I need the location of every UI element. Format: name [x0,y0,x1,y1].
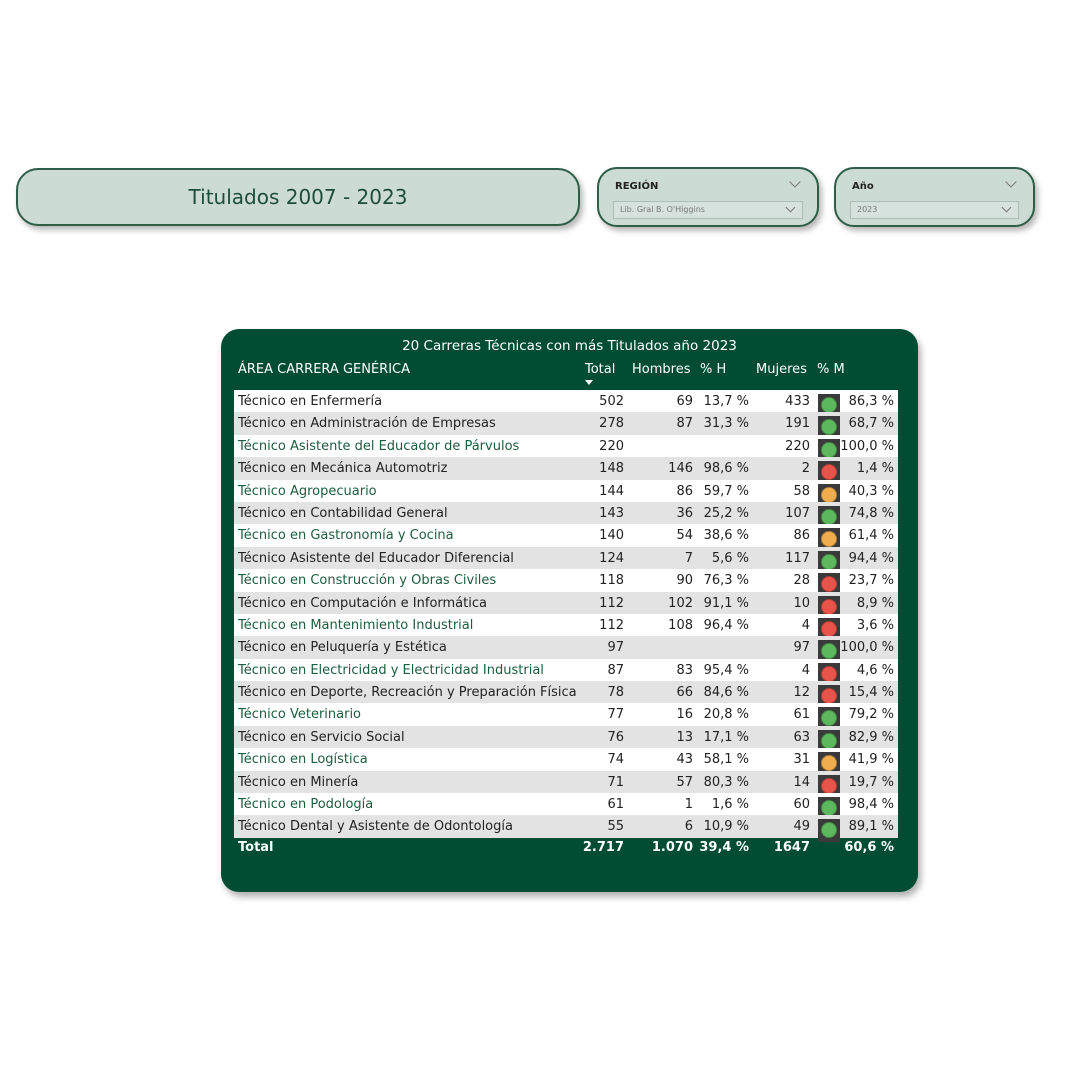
table-row[interactable] [234,480,898,502]
career-name-cell: Técnico en Construcción y Obras Civiles [238,573,497,589]
column-header-mujeres[interactable]: Mujeres [756,362,807,377]
career-name-cell: Técnico en Computación e Informática [238,595,487,611]
table-row[interactable] [234,636,898,658]
mujeres-cell: 63 [793,729,810,745]
pct-m-cell: 74,8 % [848,505,894,521]
pct-m-cell: 40,3 % [848,483,894,499]
total-pct-m: 60,6 % [844,840,894,855]
year-dropdown[interactable] [850,201,1019,219]
mujeres-cell: 2 [801,461,810,477]
total-cell: 278 [599,416,624,432]
status-green-icon [821,643,837,659]
hombres-cell: 83 [676,662,693,678]
pct-m-cell: 68,7 % [848,416,894,432]
hombres-cell: 57 [676,774,693,790]
table-row[interactable] [234,592,898,614]
mujeres-cell: 28 [793,573,810,589]
total-cell: 118 [599,573,624,589]
mujeres-cell: 12 [793,685,810,701]
status-red-icon [821,464,837,480]
total-cell: 55 [607,819,624,835]
hombres-cell: 1 [684,797,693,813]
career-name-cell: Técnico en Servicio Social [238,729,405,745]
status-yellow-icon [821,531,837,547]
hombres-cell: 108 [668,617,693,633]
pct-h-cell: 1,6 % [711,797,749,813]
hombres-cell: 69 [676,394,693,409]
total-cell: 78 [607,685,624,701]
pct-m-cell: 8,9 % [856,595,894,611]
careers-table-panel [221,329,918,892]
mujeres-cell: 86 [793,528,810,544]
pct-m-cell: 1,4 % [856,461,894,477]
total-cell: 112 [599,595,624,611]
total-cell: 502 [599,394,624,409]
career-name-cell: Técnico Agropecuario [238,483,377,499]
table-title: 20 Carreras Técnicas con más Titulados año 2023 [402,338,737,354]
hombres-cell: 66 [676,685,693,701]
hombres-cell: 6 [684,819,693,835]
mujeres-cell: 220 [785,438,810,454]
pct-m-cell: 86,3 % [848,394,894,409]
career-name-cell: Técnico Asistente del Educador de Párvulos [238,438,520,454]
mujeres-cell: 433 [785,394,810,409]
status-red-icon [821,688,837,704]
pct-m-cell: 4,6 % [856,662,894,678]
pct-h-cell: 76,3 % [703,573,749,589]
status-green-icon [821,419,837,435]
table-row[interactable] [234,614,898,636]
total-cell: 76 [607,729,624,745]
pct-h-cell: 98,6 % [703,461,749,477]
career-name-cell: Técnico en Minería [238,774,359,790]
table-row[interactable] [234,502,898,524]
career-name-cell: Técnico en Deporte, Recreación y Preparación Física [238,685,577,701]
hombres-cell: 90 [676,573,693,589]
career-name-cell: Técnico en Mantenimiento Industrial [238,617,474,633]
total-cell: 148 [599,461,624,477]
mujeres-cell: 117 [785,550,810,566]
total-cell: 74 [607,752,624,768]
pct-m-cell: 89,1 % [848,819,894,835]
table-row[interactable] [234,815,898,837]
total-hombres: 1.070 [651,840,693,855]
pct-m-cell: 23,7 % [848,573,894,589]
column-header-area[interactable]: ÁREA CARRERA GENÉRICA [238,362,411,377]
mujeres-cell: 10 [793,595,810,611]
status-green-icon [821,509,837,525]
mujeres-cell: 58 [793,483,810,499]
table-row[interactable] [234,748,898,770]
year-slicer[interactable] [834,167,1035,227]
pct-h-cell: 58,1 % [703,752,749,768]
table-row[interactable] [234,659,898,681]
pct-m-cell: 100,0 % [840,640,894,656]
pct-m-cell: 15,4 % [848,685,894,701]
mujeres-cell: 191 [785,416,810,432]
total-cell: 87 [607,662,624,678]
career-name-cell: Técnico Veterinario [238,707,362,723]
pct-h-cell: 91,1 % [703,595,749,611]
hombres-cell: 146 [668,461,693,477]
pct-m-cell: 98,4 % [848,797,894,813]
pct-h-cell: 38,6 % [703,528,749,544]
status-green-icon [821,800,837,816]
pct-h-cell: 13,7 % [703,394,749,409]
hombres-cell: 7 [684,550,693,566]
status-green-icon [821,554,837,570]
career-name-cell: Técnico en Administración de Empresas [238,416,496,432]
chevron-down-icon[interactable] [1005,176,1016,187]
pct-h-cell: 59,7 % [703,483,749,499]
region-dropdown[interactable] [613,201,803,219]
status-green-icon [821,822,837,838]
total-cell: 140 [599,528,624,544]
chevron-down-icon[interactable] [1002,203,1012,213]
column-header-pct-h[interactable]: % H [700,362,727,377]
total-cell: 61 [607,797,624,813]
total-mujeres: 1647 [773,840,810,855]
total-cell: 124 [599,550,624,566]
table-row[interactable] [234,793,898,815]
status-green-icon [821,733,837,749]
pct-m-cell: 61,4 % [848,528,894,544]
table-row[interactable] [234,457,898,479]
hombres-cell: 13 [676,729,693,745]
report-title: Titulados 2007 - 2023 [188,185,408,209]
table-row[interactable] [234,681,898,703]
career-name-cell: Técnico Dental y Asistente de Odontología [238,819,513,835]
pct-m-cell: 82,9 % [848,729,894,745]
career-name-cell: Técnico Asistente del Educador Diferencial [238,550,514,566]
hombres-cell: 54 [676,528,693,544]
pct-h-cell: 17,1 % [703,729,749,745]
pct-h-cell: 20,8 % [703,707,749,723]
pct-h-cell: 10,9 % [703,819,749,835]
mujeres-cell: 61 [793,707,810,723]
column-header-hombres[interactable]: Hombres [632,362,691,377]
status-yellow-icon [821,487,837,503]
hombres-cell: 16 [676,707,693,723]
pct-m-cell: 94,4 % [848,550,894,566]
mujeres-cell: 31 [793,752,810,768]
total-total: 2.717 [582,840,624,855]
career-name-cell: Técnico en Contabilidad General [238,505,448,521]
total-cell: 143 [599,505,624,521]
pct-m-cell: 3,6 % [856,617,894,633]
pct-h-cell: 25,2 % [703,505,749,521]
status-green-icon [821,710,837,726]
pct-h-cell: 84,6 % [703,685,749,701]
hombres-cell: 36 [676,505,693,521]
career-name-cell: Técnico en Enfermería [238,394,383,409]
career-name-cell: Técnico en Electricidad y Electricidad Industrial [238,662,544,678]
table-row[interactable] [234,547,898,569]
pct-m-cell: 79,2 % [848,707,894,723]
status-green-icon [821,397,837,413]
pct-h-cell: 80,3 % [703,774,749,790]
region-slicer-label: REGIÓN [615,181,659,192]
pct-m-cell: 41,9 % [848,752,894,768]
column-header-pct-m[interactable]: % M [817,362,845,377]
status-red-icon [821,778,837,794]
career-name-cell: Técnico en Gastronomía y Cocina [238,528,454,544]
total-cell: 77 [607,707,624,723]
status-yellow-icon [821,755,837,771]
mujeres-cell: 4 [801,617,810,633]
pct-m-cell: 100,0 % [840,438,894,454]
hombres-cell: 102 [668,595,693,611]
mujeres-cell: 14 [793,774,810,790]
total-cell: 220 [599,438,624,454]
pct-h-cell: 96,4 % [703,617,749,633]
mujeres-cell: 4 [801,662,810,678]
region-selected-value: Lib. Gral B. O'Higgins [620,205,705,214]
total-cell: 144 [599,483,624,499]
table-body [234,390,898,838]
total-cell: 71 [607,774,624,790]
year-selected-value: 2023 [857,205,878,214]
total-pct-h: 39,4 % [699,840,749,855]
status-red-icon [821,666,837,682]
career-name-cell: Técnico en Peluquería y Estética [238,640,447,656]
mujeres-cell: 49 [793,819,810,835]
table-total-row [234,838,898,860]
table-row[interactable] [234,569,898,591]
mujeres-cell: 97 [793,640,810,656]
total-cell: 97 [607,640,624,656]
pct-h-cell: 5,6 % [711,550,749,566]
status-green-icon [821,442,837,458]
status-red-icon [821,621,837,637]
table-row[interactable] [234,412,898,434]
hombres-cell: 87 [676,416,693,432]
status-red-icon [821,599,837,615]
total-cell: 112 [599,617,624,633]
pct-h-cell: 31,3 % [703,416,749,432]
year-slicer-label: Año [852,181,874,192]
table-row[interactable] [234,726,898,748]
total-label: Total [238,840,274,855]
column-header-total[interactable]: Total [585,362,616,377]
pct-h-cell: 95,4 % [703,662,749,678]
status-red-icon [821,576,837,592]
chevron-down-icon[interactable] [789,176,800,187]
table-row[interactable] [234,524,898,546]
chevron-down-icon[interactable] [786,203,796,213]
table-row[interactable] [234,771,898,793]
hombres-cell: 86 [676,483,693,499]
career-name-cell: Técnico en Logística [238,752,368,768]
mujeres-cell: 107 [785,505,810,521]
report-title-card [16,168,580,226]
pct-m-cell: 19,7 % [848,774,894,790]
mujeres-cell: 60 [793,797,810,813]
table-row[interactable] [234,435,898,457]
sort-descending-icon [585,380,593,385]
career-name-cell: Técnico en Podología [238,797,374,813]
hombres-cell: 43 [676,752,693,768]
region-slicer[interactable] [597,167,819,227]
career-name-cell: Técnico en Mecánica Automotriz [238,461,448,477]
table-row[interactable] [234,390,898,412]
table-row[interactable] [234,703,898,725]
